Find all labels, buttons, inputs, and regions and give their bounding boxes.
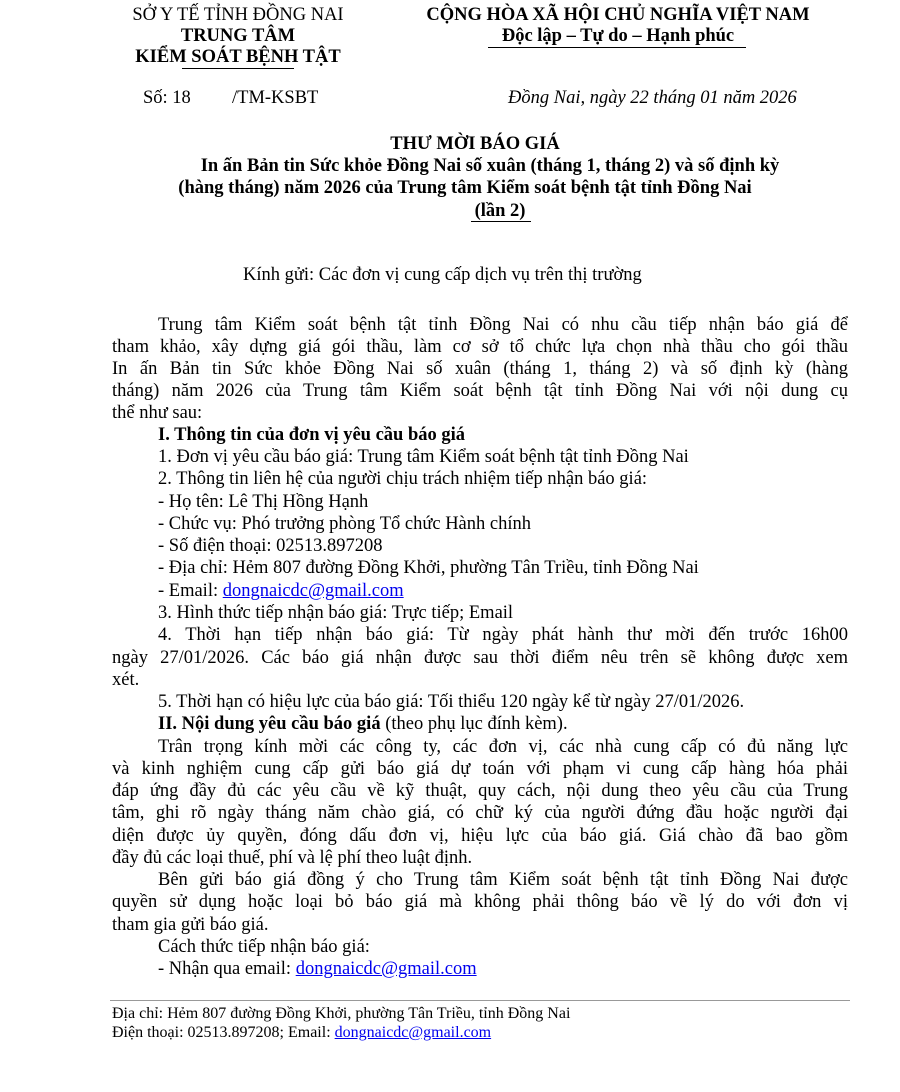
contact-email-label: - Email:	[158, 581, 223, 601]
recipient: Kính gửi: Các đơn vị cung cấp dịch vụ trên thị trường	[243, 265, 642, 285]
intro-line-4: tháng) năm 2026 của Trung tâm Kiểm soát bệnh tật tỉnh Đồng Nai với nội dung cụ	[112, 381, 848, 401]
section1-item3: 3. Hình thức tiếp nhận báo giá: Trực tiếp; Email	[158, 603, 514, 623]
agency-name-line2: KIỂM SOÁT BỆNH TẬT	[135, 47, 341, 67]
title-subject-line3: (lần 2)	[474, 201, 526, 221]
title-underline	[471, 221, 531, 222]
intro-line-5: thể như sau:	[112, 403, 203, 423]
title-subject-line1: In ấn Bản tin Sức khỏe Đồng Nai số xuân (tháng 1, tháng 2) và số định kỳ	[200, 156, 780, 176]
section2-p1-line2: và kinh nghiệm cung cấp gửi báo giá dự toán với phạm vi cung cấp hàng hóa phải	[112, 759, 848, 779]
agency-name-line1: TRUNG TÂM	[180, 26, 296, 46]
section2-heading: II. Nội dung yêu cầu báo giá	[158, 714, 381, 734]
contact-phone: - Số điện thoại: 02513.897208	[158, 536, 383, 556]
agency-underline	[182, 68, 294, 69]
section2-p1-line1: Trân trọng kính mời các công ty, các đơn vị, các nhà cung cấp có đủ năng lực	[158, 737, 848, 757]
intro-line-1: Trung tâm Kiểm soát bệnh tật tỉnh Đồng Nai có nhu cầu tiếp nhận báo giá để	[158, 315, 848, 335]
place-date: Đồng Nai, ngày 22 tháng 01 năm 2026	[508, 88, 797, 108]
section2-p1-line6: đầy đủ các loại thuế, phí và lệ phí theo luật định.	[112, 848, 473, 868]
page-title: THƯ MỜI BÁO GIÁ	[390, 134, 560, 154]
footer-contact-row	[112, 1023, 491, 1042]
section2-heading-suffix: (theo phụ lục đính kèm).	[380, 714, 568, 734]
section2-p2-line3: tham gia gửi báo giá.	[112, 915, 269, 935]
footer-email-link[interactable]: dongnaicdc@gmail.com	[334, 1024, 492, 1041]
section1-item4-line1: 4. Thời hạn tiếp nhận báo giá: Từ ngày phát hành thư mời đến trước 16h00	[158, 625, 848, 645]
document-number: Số: 18	[143, 88, 191, 108]
intro-line-3: In ấn Bản tin Sức khỏe Đồng Nai số xuân (tháng 1, tháng 2) và số định kỳ (hàng	[112, 359, 848, 379]
footer-divider	[110, 1000, 850, 1001]
section2-p2-line2: quyền sử dụng hoặc loại bỏ báo giá mà không phải thông báo về lý do với đơn vị	[112, 892, 848, 912]
contact-address: - Địa chỉ: Hẻm 807 đường Đồng Khởi, phường Tân Triều, tỉnh Đồng Nai	[158, 558, 699, 578]
section1-item5: 5. Thời hạn có hiệu lực của báo giá: Tối thiểu 120 ngày kể từ ngày 27/01/2026.	[158, 692, 745, 712]
section2-p1-line5: diện được ủy quyền, đóng dấu đơn vị, hiệu lực của báo giá. Giá chào đã bao gồm	[112, 826, 848, 846]
document-number-suffix: /TM-KSBT	[232, 88, 319, 108]
footer-contact-prefix: Điện thoại: 02513.897208; Email:	[112, 1024, 335, 1041]
title-subject-line2: (hàng tháng) năm 2026 của Trung tâm Kiểm soát bệnh tật tỉnh Đồng Nai	[178, 178, 752, 198]
section1-item4-line3: xét.	[112, 670, 140, 690]
section2-p1-line4: tâm, ghi rõ ngày tháng năm chào giá, có chữ ký của người đứng đầu hoặc người đại	[112, 803, 848, 823]
section1-item2: 2. Thông tin liên hệ của người chịu trách nhiệm tiếp nhận báo giá:	[158, 469, 648, 489]
contact-name: - Họ tên: Lê Thị Hồng Hạnh	[158, 492, 369, 512]
receipt-email-row	[158, 958, 477, 980]
contact-position: - Chức vụ: Phó trưởng phòng Tổ chức Hành chính	[158, 514, 531, 534]
receipt-email-link[interactable]: dongnaicdc@gmail.com	[295, 959, 477, 979]
section1-item1: 1. Đơn vị yêu cầu báo giá: Trung tâm Kiểm soát bệnh tật tỉnh Đồng Nai	[158, 447, 689, 467]
section2-heading-row	[158, 713, 568, 735]
section2-p1-line3: đáp ứng đầy đủ các yêu cầu về kỹ thuật, quy cách, nội dung theo yêu cầu của Trung	[112, 781, 848, 801]
section1-heading: I. Thông tin của đơn vị yêu cầu báo giá	[158, 425, 466, 445]
country-name: CỘNG HÒA XÃ HỘI CHỦ NGHĨA VIỆT NAM	[426, 5, 810, 25]
motto-underline	[488, 47, 746, 48]
section2-p2-line1: Bên gửi báo giá đồng ý cho Trung tâm Kiểm soát bệnh tật tỉnh Đồng Nai được	[158, 870, 848, 890]
receipt-email-label: - Nhận qua email:	[158, 959, 296, 979]
parent-agency: SỞ Y TẾ TỈNH ĐỒNG NAI	[132, 5, 344, 25]
motto: Độc lập – Tự do – Hạnh phúc	[501, 26, 735, 46]
section1-item4-line2: ngày 27/01/2026. Các báo giá nhận được sau thời điểm nêu trên sẽ không được xem	[112, 648, 848, 668]
contact-email-link[interactable]: dongnaicdc@gmail.com	[222, 581, 404, 601]
footer-address: Địa chỉ: Hẻm 807 đường Đồng Khởi, phường Tân Triều, tỉnh Đồng Nai	[112, 1005, 571, 1022]
national-motto-block	[380, 5, 856, 47]
agency-block	[100, 5, 376, 68]
contact-email-row	[158, 580, 404, 602]
receipt-method: Cách thức tiếp nhận báo giá:	[158, 937, 370, 957]
intro-line-2: tham khảo, xây dựng giá gói thầu, làm cơ sở tổ chức lựa chọn nhà thầu cho gói thầu	[112, 337, 848, 357]
